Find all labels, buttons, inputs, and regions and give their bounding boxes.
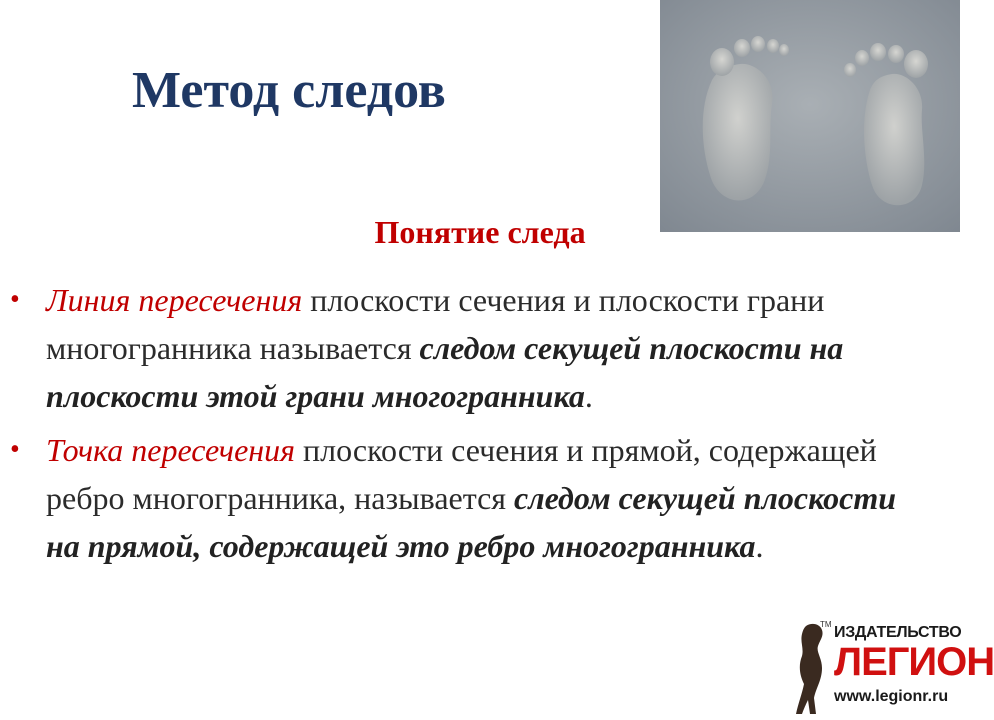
logo-url: www.legionr.ru [834, 688, 949, 705]
bullet-icon: • [10, 434, 20, 465]
bullet-end: . [755, 528, 764, 564]
bullet-accent: Точка пересечения [46, 432, 296, 468]
footprints-image [660, 0, 960, 232]
bullet-item [10, 426, 930, 570]
slide-subtitle [0, 214, 960, 251]
bullet-text: плоскости сечения и плоскости грани многогранника называется [46, 282, 825, 366]
logo-line-2: ЛЕГИОН [834, 640, 994, 684]
publisher-logo [790, 614, 994, 720]
bullet-text: плоскости сечения и прямой, содержащей ребро многогранника, называется [46, 432, 877, 516]
bullet-emphasis: следом секущей плоскости на плоскости этой грани многогранника [46, 330, 844, 414]
footprints-icon [660, 0, 960, 232]
slide-title: Метод следов [132, 62, 446, 119]
bullet-emphasis: следом секущей плоскости на прямой, содержащей это ребро многогранника [46, 480, 896, 564]
logo-tm: TM [820, 620, 832, 629]
bullet-item [10, 276, 930, 420]
content-body [10, 276, 930, 576]
logo-line-1: ИЗДАТЕЛЬСТВО [834, 624, 962, 641]
subtitle-text: Понятие следа [374, 214, 586, 250]
bullet-accent: Линия пересечения [46, 282, 303, 318]
bullet-icon: • [10, 284, 20, 315]
bullet-end: . [584, 378, 593, 414]
horse-icon [792, 618, 832, 718]
